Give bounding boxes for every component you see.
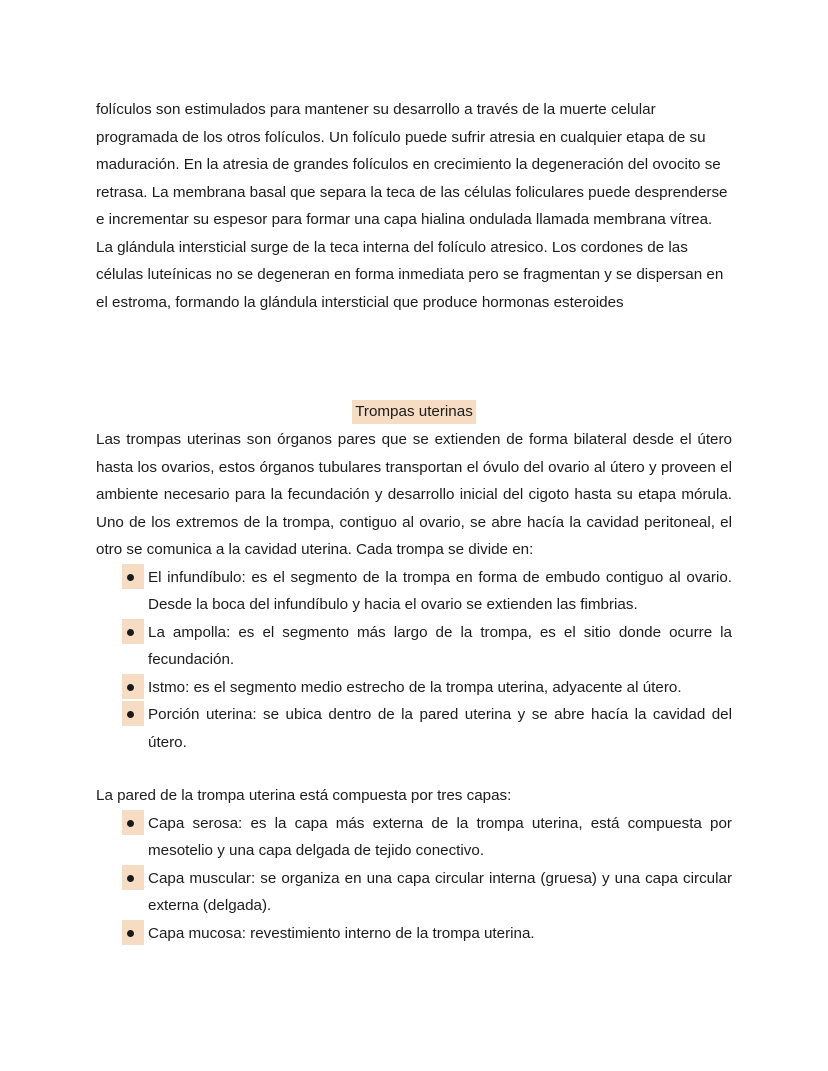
list-item-text: Porción uterina: se ubica dentro de la pared uterina y se abre hacía la cavidad del útero.	[148, 706, 732, 751]
bullet-icon	[122, 810, 144, 835]
divisions-list	[96, 564, 732, 757]
intro-paragraph: folículos son estimulados para mantener su desarrollo a través de la muerte celular programada de los otros folículos. Un folículo puede sufrir atresia en cualquier etapa de su maduración. En la atresia de grandes folículos en crecimiento la degeneración del ovocito se retrasa. La membrana basal que separa la teca de las células foliculares puede desprenderse e incrementar su espesor para formar una capa hialina ondulada llamada membrana vítrea. La glándula intersticial surge de la teca interna del folículo atresico. Los cordones de las células luteínicas no se degeneran en forma inmediata pero se fragmentan y se dispersan en el estroma, formando la glándula intersticial que produce hormonas esteroides	[96, 101, 728, 311]
list-item	[96, 920, 732, 948]
section-paragraph: Las trompas uterinas son órganos pares que se extienden de forma bilateral desde el útero hasta los ovarios, estos órganos tubulares transportan el óvulo del ovario al útero y proveen el ambiente necesario para la fecundación y desarrollo inicial del cigoto hasta su etapa mórula. Uno de los extremos de la trompa, contiguo al ovario, se abre hacía la cavidad peritoneal, el otro se comunica a la cavidad uterina. Cada trompa se divide en:	[96, 431, 732, 558]
section-heading: Trompas uterinas	[352, 400, 476, 424]
section-heading-wrapper	[96, 400, 732, 424]
bullet-icon	[122, 564, 144, 589]
bullet-icon	[122, 701, 144, 726]
layers-list	[96, 810, 732, 948]
section-spacer	[96, 316, 732, 400]
list-item-text: El infundíbulo: es el segmento de la trompa en forma de embudo contiguo al ovario. Desde la boca del infundíbulo y hacia el ovario se extienden las fimbrias.	[148, 568, 732, 613]
bullet-icon	[122, 674, 144, 699]
list-item-text: La ampolla: es el segmento más largo de la trompa, es el sitio donde ocurre la fecundación.	[148, 623, 732, 668]
list-item	[96, 564, 732, 619]
bullet-icon	[122, 619, 144, 644]
bullet-icon	[122, 920, 144, 945]
layers-intro-paragraph: La pared de la trompa uterina está compuesta por tres capas:	[96, 787, 512, 804]
bullet-icon	[122, 865, 144, 890]
list-item-text: Istmo: es el segmento medio estrecho de la trompa uterina, adyacente al útero.	[148, 678, 682, 696]
list-item	[96, 619, 732, 674]
list-item	[96, 701, 732, 756]
list-item	[96, 865, 732, 920]
list-item-text: Capa serosa: es la capa más externa de la trompa uterina, está compuesta por mesotelio y una capa delgada de tejido conectivo.	[148, 814, 732, 859]
paragraph-gap	[96, 756, 732, 782]
list-item-text: Capa mucosa: revestimiento interno de la trompa uterina.	[148, 924, 535, 942]
list-item-text: Capa muscular: se organiza en una capa circular interna (gruesa) y una capa circular externa (delgada).	[148, 869, 732, 914]
list-item	[96, 810, 732, 865]
list-item	[96, 674, 732, 702]
